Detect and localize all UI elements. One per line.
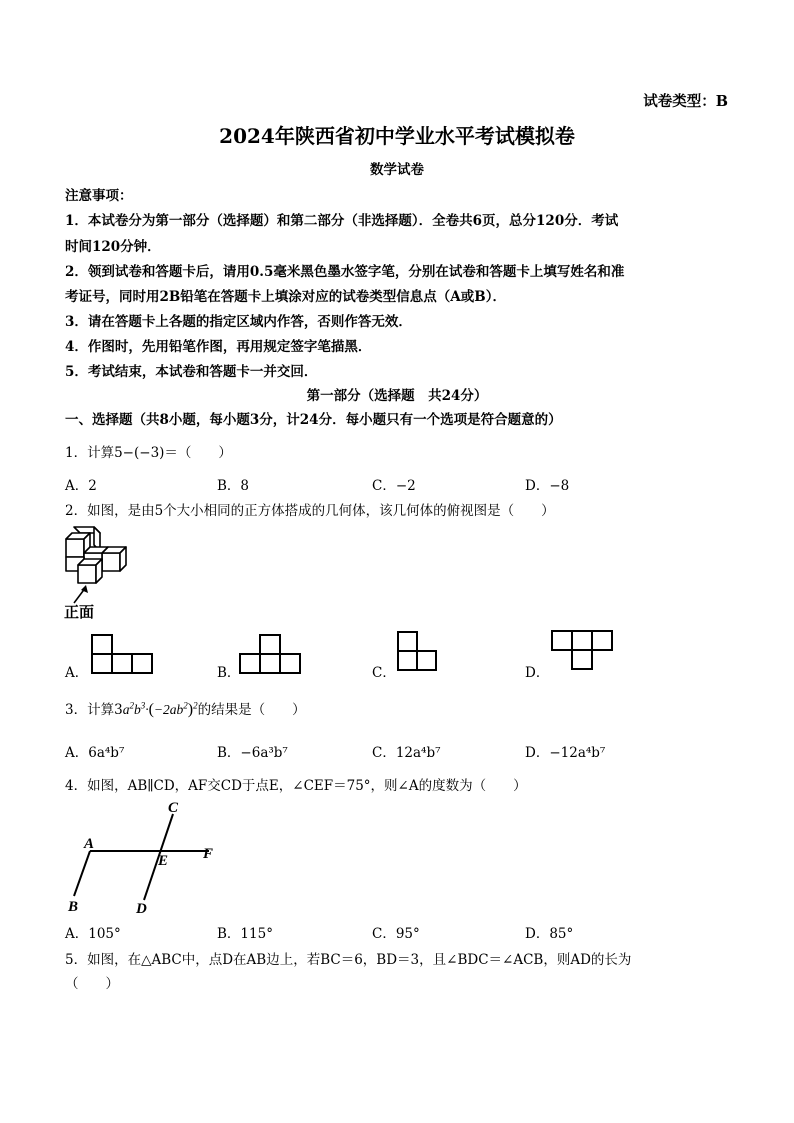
- label-e: E: [158, 853, 169, 869]
- q2-option-b-figure[interactable]: [238, 633, 302, 675]
- q1-option-d[interactable]: D．−8: [525, 478, 570, 494]
- q2-option-d[interactable]: D．: [525, 665, 550, 681]
- q2-option-b[interactable]: B．: [217, 665, 241, 681]
- label-f: F: [203, 846, 214, 862]
- question-5-stem-cont: （ ）: [65, 976, 119, 992]
- q2-option-a[interactable]: A．: [65, 665, 89, 681]
- note-line: 时间120分钟．: [65, 239, 161, 255]
- label-d: D: [136, 901, 147, 917]
- cube-solid-figure: [60, 523, 150, 613]
- q4-option-b[interactable]: B．115°: [217, 926, 273, 942]
- q3-option-a[interactable]: A．6a⁴b⁷: [65, 745, 125, 761]
- page-title: 2024年陕西省初中学业水平考试模拟卷: [219, 124, 575, 148]
- question-3-stem: 3．计算$3a^2b^3\cdot(-2ab^2)^2$的结果是（ ）: [65, 700, 306, 718]
- note-line: 4．作图时，先用铅笔作图，再用规定签字笔描黑．: [65, 339, 372, 355]
- question-1-stem: 1．计算5−(−3)＝（ ）: [65, 445, 232, 461]
- q1-option-b[interactable]: B．8: [217, 478, 250, 494]
- q3-option-c[interactable]: C．12a⁴b⁷: [372, 745, 441, 761]
- q3-expression: $a^2b^3\cdot(-2ab^2)^2$: [122, 700, 198, 718]
- note-line: 2．领到试卷和答题卡后，请用0.5毫米黑色墨水签字笔，分别在试卷和答题卡上填写姓名和准: [65, 264, 625, 280]
- question-4-stem: 4．如图，AB∥CD，AF交CD于点E，∠CEF＝75°，则∠A的度数为（ ）: [65, 778, 527, 794]
- q2-option-c[interactable]: C．: [372, 665, 396, 681]
- q4-option-d[interactable]: D．85°: [525, 926, 574, 942]
- label-b: B: [68, 899, 79, 915]
- q4-option-c[interactable]: C．95°: [372, 926, 420, 942]
- q2-option-c-figure[interactable]: [396, 630, 438, 672]
- question-5-stem: 5．如图，在△ABC中，点D在AB边上，若BC＝6，BD＝3，且∠BDC＝∠ACB，则AD的长为: [65, 952, 632, 968]
- part1-title: 第一部分（选择题 共24分）: [306, 388, 488, 404]
- q1-option-c[interactable]: C．−2: [372, 478, 416, 494]
- note-line: 5．考试结束，本试卷和答题卡一并交回．: [65, 364, 318, 380]
- paper-type: 试卷类型：B: [643, 93, 728, 110]
- parallel-lines-figure: [62, 798, 222, 918]
- q3-option-b[interactable]: B．−6a³b⁷: [217, 745, 288, 761]
- q1-option-a[interactable]: A．2: [65, 478, 97, 494]
- front-view-label: 正面: [64, 603, 95, 621]
- q4-option-a[interactable]: A．105°: [65, 926, 121, 942]
- q2-option-d-figure[interactable]: [550, 629, 614, 671]
- q2-option-a-figure[interactable]: [90, 633, 154, 675]
- question-2-stem: 2．如图，是由5个大小相同的正方体搭成的几何体，该几何体的俯视图是（ ）: [65, 503, 555, 519]
- notes-heading: 注意事项：: [65, 188, 133, 204]
- note-line: 1．本试卷分为第一部分（选择题）和第二部分（非选择题）．全卷共6页，总分120分．考试: [65, 213, 619, 229]
- note-line: 考证号，同时用2B铅笔在答题卡上填涂对应的试卷类型信息点（A或B）．: [65, 289, 506, 305]
- label-c: C: [168, 800, 179, 816]
- label-a: A: [84, 836, 95, 852]
- q3-option-d[interactable]: D．−12a⁴b⁷: [525, 745, 606, 761]
- page-subtitle: 数学试卷: [370, 162, 424, 178]
- note-line: 3．请在答题卡上各题的指定区域内作答，否则作答无效．: [65, 314, 412, 330]
- section-heading: 一、选择题（共8小题，每小题3分，计24分．每小题只有一个选项是符合题意的）: [65, 412, 562, 428]
